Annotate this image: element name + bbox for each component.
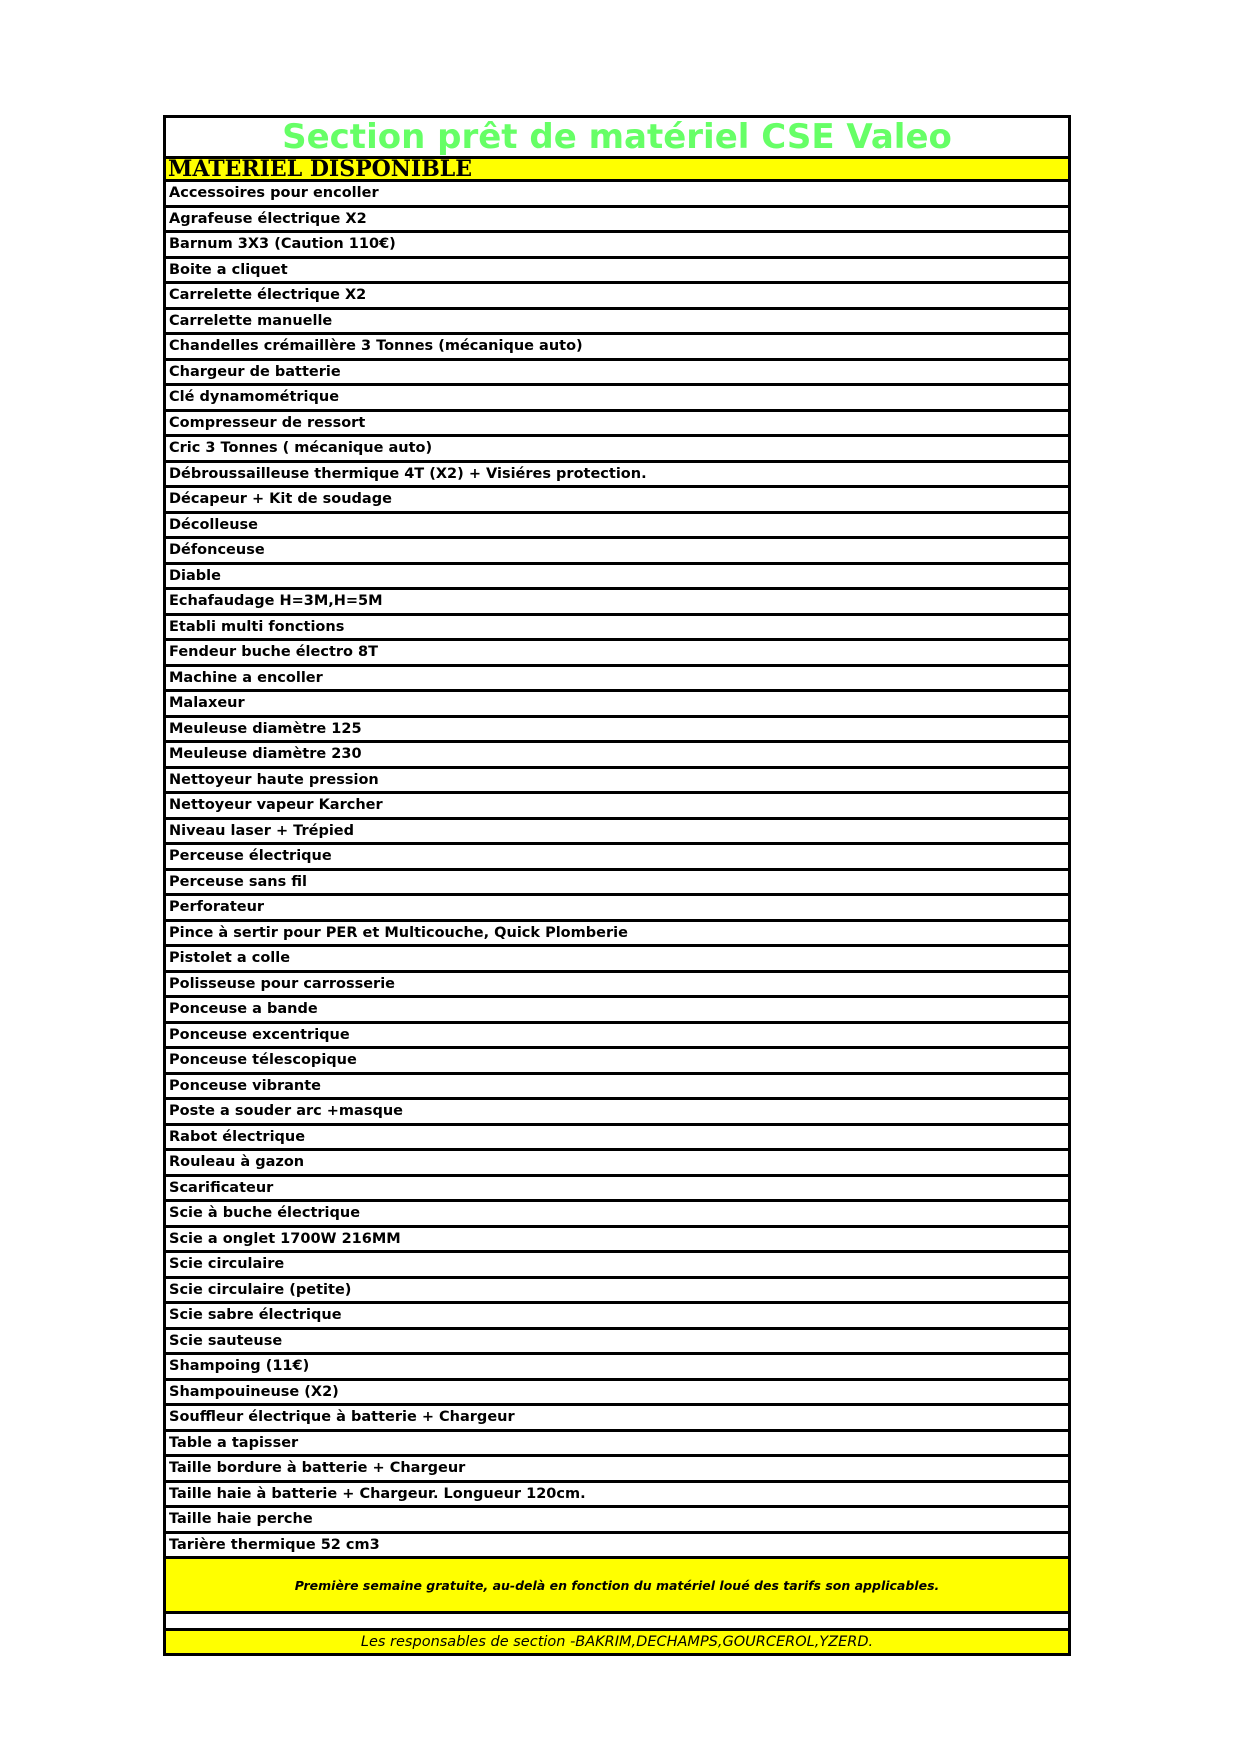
equipment-name: Clé dynamométrique [169, 389, 340, 406]
equipment-row [166, 743, 1068, 769]
equipment-row [166, 488, 1068, 514]
equipment-row [166, 1508, 1068, 1534]
equipment-row [166, 998, 1068, 1024]
equipment-row [166, 412, 1068, 438]
equipment-sheet [163, 115, 1071, 1656]
equipment-row [166, 641, 1068, 667]
equipment-row [166, 871, 1068, 897]
page-title: Section prêt de matériel CSE Valeo [282, 118, 952, 157]
equipment-row [166, 565, 1068, 591]
equipment-name: Machine a encoller [169, 669, 323, 686]
note-row [166, 1559, 1068, 1614]
equipment-row [166, 718, 1068, 744]
equipment-row [166, 896, 1068, 922]
equipment-name: Tarière thermique 52 cm3 [169, 1536, 380, 1553]
equipment-row [166, 1330, 1068, 1356]
equipment-row [166, 1228, 1068, 1254]
equipment-name: Taille haie à batterie + Chargeur. Longueur 120cm. [169, 1485, 586, 1502]
equipment-list [166, 182, 1068, 1559]
equipment-row [166, 361, 1068, 387]
equipment-name: Fendeur buche électro 8T [169, 644, 379, 661]
equipment-name: Polisseuse pour carrosserie [169, 975, 396, 992]
equipment-name: Pince à sertir pour PER et Multicouche, Quick Plomberie [169, 924, 628, 941]
equipment-row [166, 437, 1068, 463]
equipment-row [166, 590, 1068, 616]
equipment-name: Pistolet a colle [169, 950, 291, 967]
equipment-row [166, 1406, 1068, 1432]
equipment-row [166, 463, 1068, 489]
equipment-name: Meuleuse diamètre 125 [169, 720, 362, 737]
equipment-name: Ponceuse excentrique [169, 1026, 350, 1043]
equipment-row [166, 692, 1068, 718]
equipment-row [166, 1202, 1068, 1228]
equipment-row [166, 616, 1068, 642]
equipment-row [166, 1151, 1068, 1177]
equipment-row [166, 1534, 1068, 1560]
equipment-name: Poste a souder arc +masque [169, 1103, 403, 1120]
equipment-name: Shampouineuse (X2) [169, 1383, 339, 1400]
footer-row [166, 1631, 1068, 1656]
section-header-row [166, 159, 1068, 182]
equipment-name: Perceuse électrique [169, 848, 332, 865]
equipment-row [166, 514, 1068, 540]
pricing-note: Première semaine gratuite, au-delà en fonction du matériel loué des tarifs son applicables. [294, 1577, 940, 1593]
equipment-name: Ponceuse télescopique [169, 1052, 357, 1069]
equipment-row [166, 259, 1068, 285]
equipment-row [166, 820, 1068, 846]
equipment-name: Scie sauteuse [169, 1332, 283, 1349]
equipment-name: Décapeur + Kit de soudage [169, 491, 392, 508]
equipment-row [166, 1432, 1068, 1458]
equipment-row [166, 233, 1068, 259]
equipment-row [166, 794, 1068, 820]
equipment-name: Barnum 3X3 (Caution 110€) [169, 236, 396, 253]
equipment-row [166, 1126, 1068, 1152]
equipment-name: Ponceuse vibrante [169, 1077, 322, 1094]
equipment-name: Carrelette électrique X2 [169, 287, 367, 304]
equipment-row [166, 1049, 1068, 1075]
equipment-name: Nettoyeur haute pression [169, 771, 379, 788]
responsables-footer: Les responsables de section -BAKRIM,DECHAMPS,GOURCEROL,YZERD. [360, 1634, 874, 1650]
equipment-name: Scie sabre électrique [169, 1307, 342, 1324]
equipment-row [166, 310, 1068, 336]
equipment-row [166, 973, 1068, 999]
equipment-name: Rabot électrique [169, 1128, 306, 1145]
equipment-name: Meuleuse diamètre 230 [169, 746, 362, 763]
equipment-name: Niveau laser + Trépied [169, 822, 355, 839]
equipment-name: Scie a onglet 1700W 216MM [169, 1230, 401, 1247]
equipment-row [166, 1024, 1068, 1050]
equipment-row [166, 1355, 1068, 1381]
equipment-name: Taille haie perche [169, 1511, 313, 1528]
equipment-row [166, 1100, 1068, 1126]
equipment-row [166, 1279, 1068, 1305]
section-header: MATERIEL DISPONIBLE [168, 159, 473, 182]
equipment-row [166, 539, 1068, 565]
spacer-row [166, 1614, 1068, 1631]
equipment-name: Rouleau à gazon [169, 1154, 305, 1171]
equipment-row [166, 1381, 1068, 1407]
equipment-name: Perforateur [169, 899, 265, 916]
equipment-row [166, 845, 1068, 871]
title-row [166, 118, 1068, 159]
equipment-name: Echafaudage H=3M,H=5M [169, 593, 383, 610]
equipment-row [166, 284, 1068, 310]
equipment-row [166, 922, 1068, 948]
equipment-name: Scie à buche électrique [169, 1205, 361, 1222]
equipment-row [166, 208, 1068, 234]
equipment-row [166, 1253, 1068, 1279]
equipment-row [166, 1304, 1068, 1330]
equipment-name: Nettoyeur vapeur Karcher [169, 797, 383, 814]
equipment-row [166, 386, 1068, 412]
equipment-name: Compresseur de ressort [169, 414, 366, 431]
equipment-name: Scie circulaire (petite) [169, 1281, 352, 1298]
equipment-name: Diable [169, 567, 221, 584]
equipment-name: Chandelles crémaillère 3 Tonnes (mécanique auto) [169, 338, 583, 355]
equipment-name: Carrelette manuelle [169, 312, 333, 329]
equipment-row [166, 769, 1068, 795]
equipment-name: Défonceuse [169, 542, 265, 559]
equipment-name: Accessoires pour encoller [169, 185, 379, 202]
equipment-name: Malaxeur [169, 695, 245, 712]
equipment-row [166, 1075, 1068, 1101]
equipment-row [166, 947, 1068, 973]
equipment-name: Taille bordure à batterie + Chargeur [169, 1460, 466, 1477]
equipment-name: Chargeur de batterie [169, 363, 341, 380]
equipment-name: Cric 3 Tonnes ( mécanique auto) [169, 440, 433, 457]
equipment-name: Agrafeuse électrique X2 [169, 210, 367, 227]
equipment-name: Débroussailleuse thermique 4T (X2) + Visiéres protection. [169, 465, 647, 482]
equipment-name: Perceuse sans fil [169, 873, 308, 890]
equipment-name: Table a tapisser [169, 1434, 299, 1451]
equipment-row [166, 1483, 1068, 1509]
equipment-name: Souffleur électrique à batterie + Chargeur [169, 1409, 515, 1426]
equipment-row [166, 667, 1068, 693]
equipment-name: Scie circulaire [169, 1256, 285, 1273]
equipment-name: Etabli multi fonctions [169, 618, 345, 635]
equipment-name: Boite a cliquet [169, 261, 288, 278]
equipment-row [166, 1177, 1068, 1203]
equipment-row [166, 182, 1068, 208]
equipment-name: Ponceuse a bande [169, 1001, 318, 1018]
equipment-name: Shampoing (11€) [169, 1358, 310, 1375]
equipment-name: Décolleuse [169, 516, 258, 533]
equipment-name: Scarificateur [169, 1179, 274, 1196]
equipment-row [166, 335, 1068, 361]
equipment-row [166, 1457, 1068, 1483]
